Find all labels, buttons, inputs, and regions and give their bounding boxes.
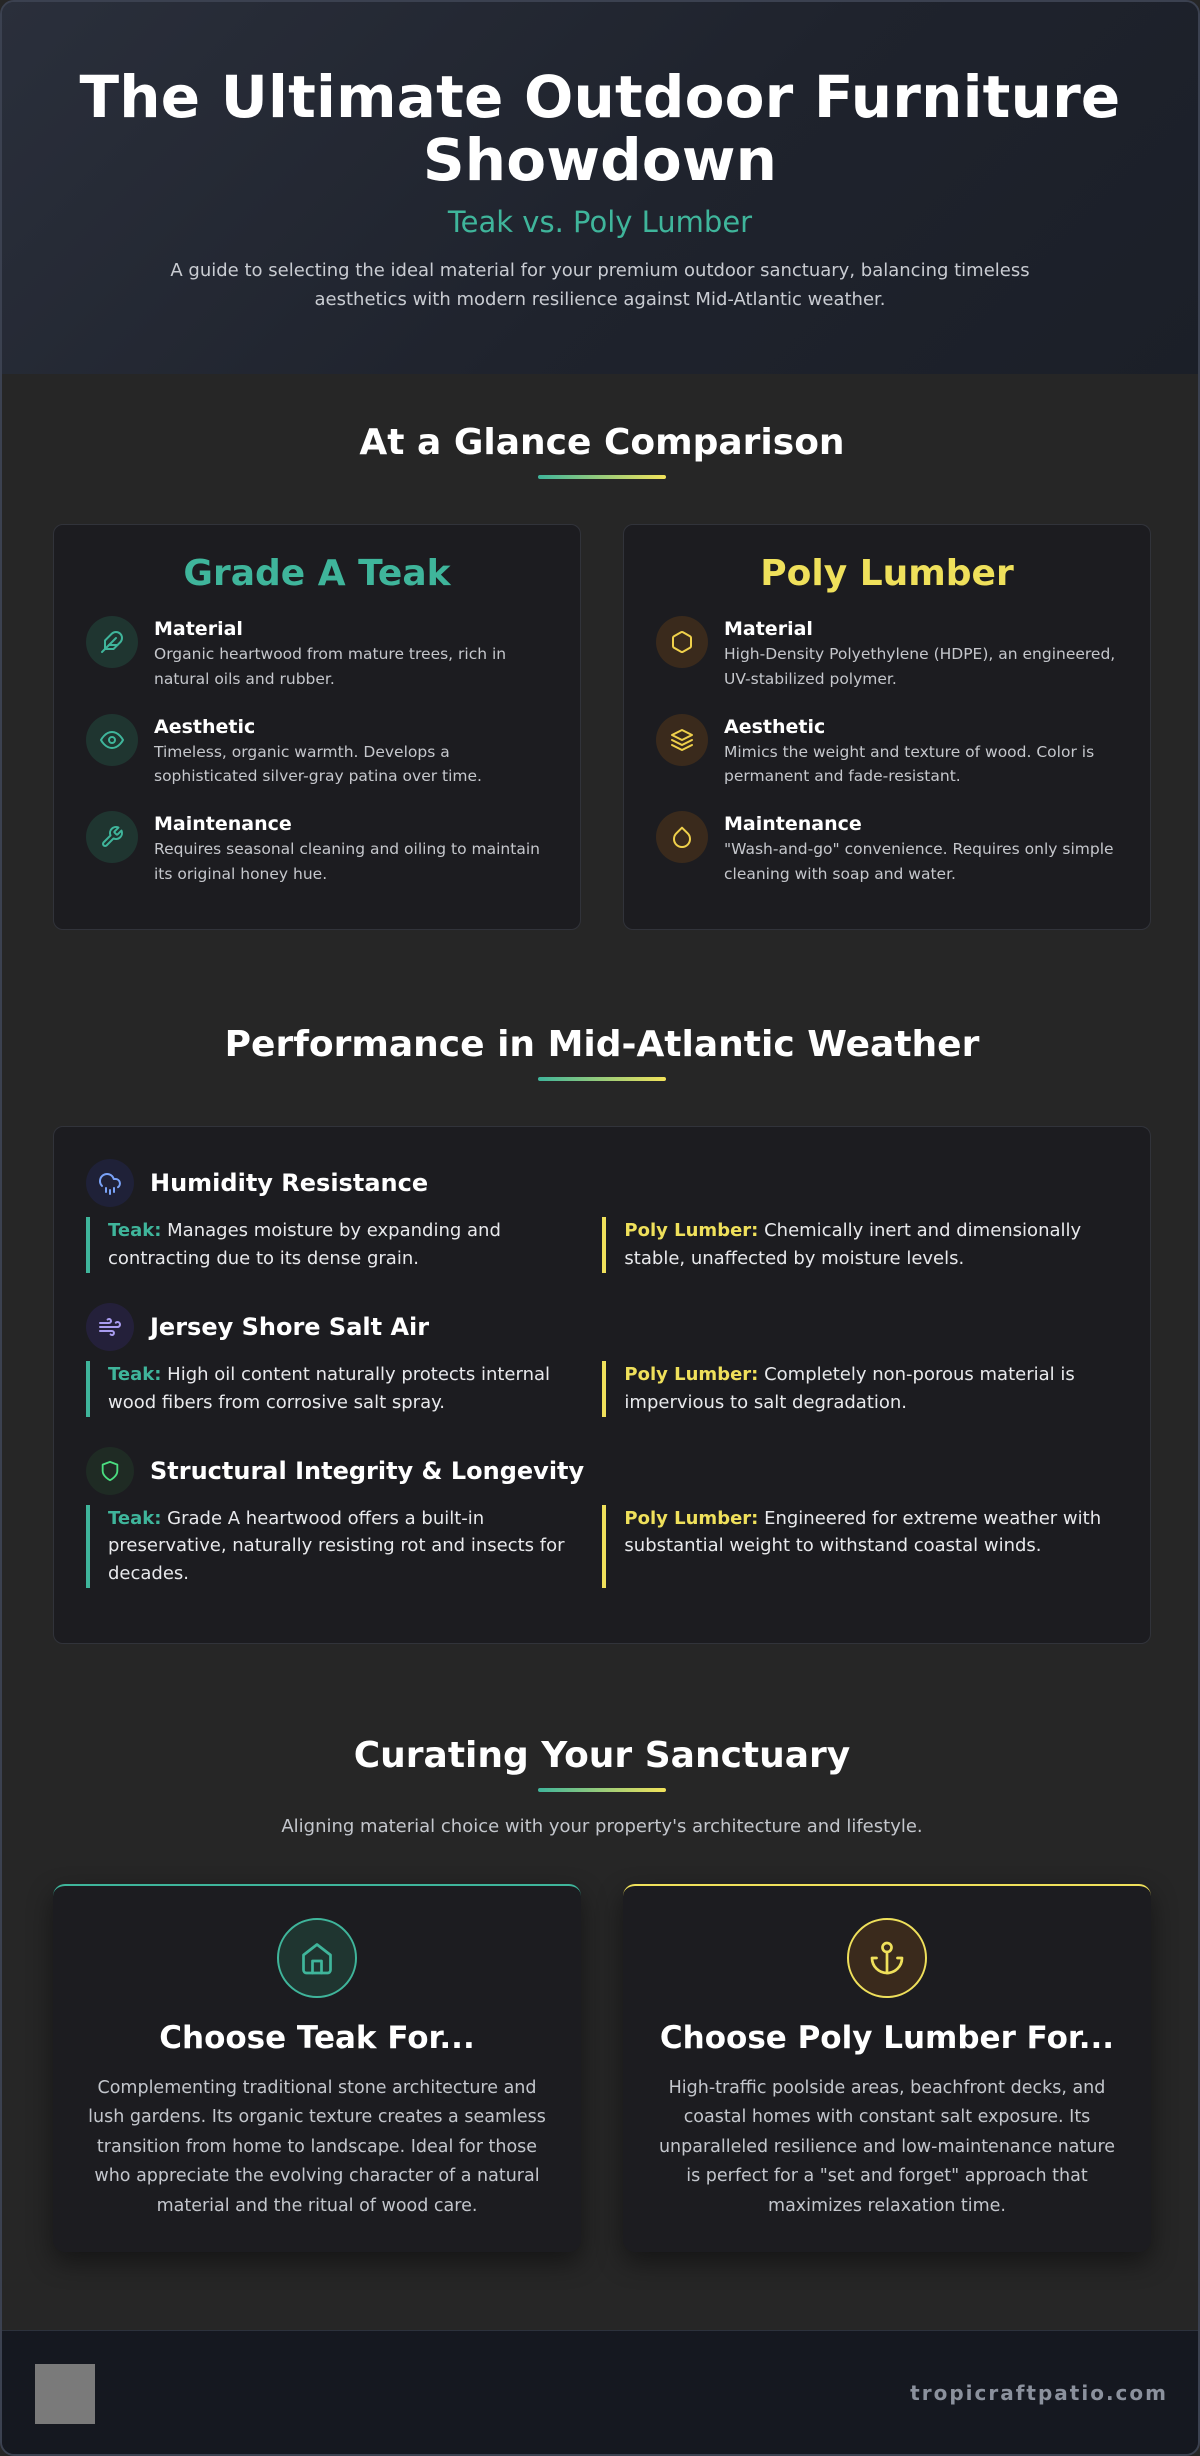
feature-title: Maintenance bbox=[724, 813, 862, 836]
recommendation-cards bbox=[53, 1884, 1151, 2252]
sanctuary-heading: Curating Your Sanctuary bbox=[353, 1735, 851, 1776]
poly-weather-note bbox=[602, 1361, 1118, 1417]
teak-weather-note bbox=[86, 1217, 602, 1273]
sanctuary-lead: Aligning material choice with your property's architecture and lifestyle. bbox=[281, 1816, 923, 1837]
eye-icon bbox=[86, 714, 138, 766]
hexagon-icon bbox=[656, 616, 708, 668]
teak-feature-maintenance bbox=[86, 811, 548, 887]
feature-description: "Wash-and-go" convenience. Requires only simple cleaning with soap and water. bbox=[724, 840, 1114, 883]
home-icon bbox=[277, 1918, 357, 1998]
glance-heading: At a Glance Comparison bbox=[359, 422, 845, 463]
poly-weather-text: Completely non-porous material is impervious to salt degradation. bbox=[624, 1363, 1075, 1413]
layers-icon bbox=[656, 714, 708, 766]
wrench-icon bbox=[86, 811, 138, 863]
teak-weather-text: High oil content naturally protects internal wood fibers from corrosive salt spray. bbox=[108, 1363, 551, 1413]
feature-description: Organic heartwood from mature trees, rich in natural oils and rubber. bbox=[154, 645, 507, 688]
poly-label: Poly Lumber: bbox=[624, 1363, 759, 1385]
teak-label: Teak: bbox=[108, 1220, 162, 1241]
poly-card bbox=[623, 524, 1151, 930]
cloud-rain-icon bbox=[86, 1159, 134, 1207]
poly-recommendation-card bbox=[623, 1884, 1151, 2252]
poly-feature-maintenance bbox=[656, 811, 1118, 887]
hero-header bbox=[2, 2, 1198, 374]
teak-weather-note bbox=[86, 1505, 602, 1589]
poly-weather-note bbox=[602, 1217, 1118, 1273]
teak-label: Teak: bbox=[108, 1363, 162, 1385]
teak-card bbox=[53, 524, 581, 930]
heading-underline bbox=[538, 1077, 666, 1081]
teak-card-title: Grade A Teak bbox=[183, 553, 451, 594]
heading-underline bbox=[538, 1788, 666, 1792]
feature-description: Mimics the weight and texture of wood. Color is permanent and fade-resistant. bbox=[724, 742, 1095, 786]
feature-title: Aesthetic bbox=[154, 715, 256, 738]
feature-description: High-Density Polyethylene (HDPE), an engineered, UV-stabilized polymer. bbox=[724, 645, 1116, 688]
poly-weather-text: Chemically inert and dimensionally stable, unaffected by moisture levels. bbox=[624, 1220, 1082, 1269]
logo-placeholder bbox=[35, 2364, 95, 2424]
feature-title: Aesthetic bbox=[724, 715, 826, 738]
feature-description: Requires seasonal cleaning and oiling to maintain its original honey hue. bbox=[154, 840, 540, 883]
heading-underline bbox=[538, 475, 666, 479]
droplet-icon bbox=[656, 811, 708, 863]
teak-recommendation-text: Complementing traditional stone architecture and lush gardens. Its organic texture creates a seamless transition from home to landscape. Ideal for those who appreciate the evolving character of a natural material and the ritual of wood care. bbox=[88, 2078, 546, 2216]
page-subtitle: Teak vs. Poly Lumber bbox=[447, 205, 753, 240]
poly-feature-aesthetic bbox=[656, 714, 1118, 790]
teak-weather-text: Manages moisture by expanding and contracting due to its dense grain. bbox=[108, 1220, 501, 1269]
feature-title: Material bbox=[154, 618, 243, 640]
page-footer bbox=[2, 2330, 1200, 2456]
weather-row-title: Jersey Shore Salt Air bbox=[150, 1312, 430, 1341]
weather-panel bbox=[53, 1126, 1151, 1644]
teak-feature-material bbox=[86, 616, 548, 692]
feature-title: Material bbox=[724, 618, 813, 640]
poly-feature-material bbox=[656, 616, 1118, 692]
feature-description: Timeless, organic warmth. Develops a sophisticated silver-gray patina over time. bbox=[154, 742, 482, 786]
teak-feature-aesthetic bbox=[86, 714, 548, 790]
weather-row-salt-air bbox=[86, 1303, 1118, 1417]
teak-weather-note bbox=[86, 1361, 602, 1417]
shield-icon bbox=[86, 1447, 134, 1495]
weather-row-humidity bbox=[86, 1159, 1118, 1273]
poly-weather-note bbox=[602, 1505, 1118, 1589]
anchor-icon bbox=[847, 1918, 927, 1998]
teak-weather-text: Grade A heartwood offers a built-in preservative, naturally resisting rot and insects for decades. bbox=[108, 1507, 565, 1585]
poly-label: Poly Lumber: bbox=[624, 1507, 759, 1529]
teak-label: Teak: bbox=[108, 1507, 162, 1529]
glance-comparison bbox=[53, 524, 1151, 930]
feature-title: Maintenance bbox=[154, 813, 292, 836]
poly-weather-text: Engineered for extreme weather with substantial weight to withstand coastal winds. bbox=[624, 1507, 1102, 1557]
teak-recommendation-card bbox=[53, 1884, 581, 2252]
weather-row-title: Structural Integrity & Longevity bbox=[150, 1456, 585, 1485]
poly-card-title: Poly Lumber bbox=[760, 553, 1014, 594]
page-title: The Ultimate Outdoor Furniture Showdown bbox=[79, 63, 1121, 194]
footer-domain[interactable]: tropicraftpatio.com bbox=[910, 2381, 1168, 2405]
feather-icon bbox=[86, 616, 138, 668]
teak-recommendation-title: Choose Teak For... bbox=[159, 2020, 475, 2056]
weather-row-integrity bbox=[86, 1447, 1118, 1589]
poly-recommendation-title: Choose Poly Lumber For... bbox=[659, 2020, 1115, 2056]
weather-row-title: Humidity Resistance bbox=[150, 1169, 429, 1197]
weather-section-header bbox=[2, 1024, 1200, 1081]
intro-text: A guide to selecting the ideal material for your premium outdoor sanctuary, balancing timeless aesthetics with modern resilience against Mid-Atlantic weather. bbox=[170, 260, 1030, 311]
glance-section-header bbox=[2, 422, 1200, 479]
poly-recommendation-text: High-traffic poolside areas, beachfront decks, and coastal homes with constant salt exposure. Its unparalleled resilience and low-maintenance nature is perfect for a "set and forget" approach that maximizes relaxation time. bbox=[658, 2078, 1116, 2216]
poly-label: Poly Lumber: bbox=[624, 1220, 759, 1241]
sanctuary-section-header bbox=[2, 1735, 1200, 1837]
wind-icon bbox=[86, 1303, 134, 1351]
weather-heading: Performance in Mid-Atlantic Weather bbox=[224, 1024, 980, 1065]
